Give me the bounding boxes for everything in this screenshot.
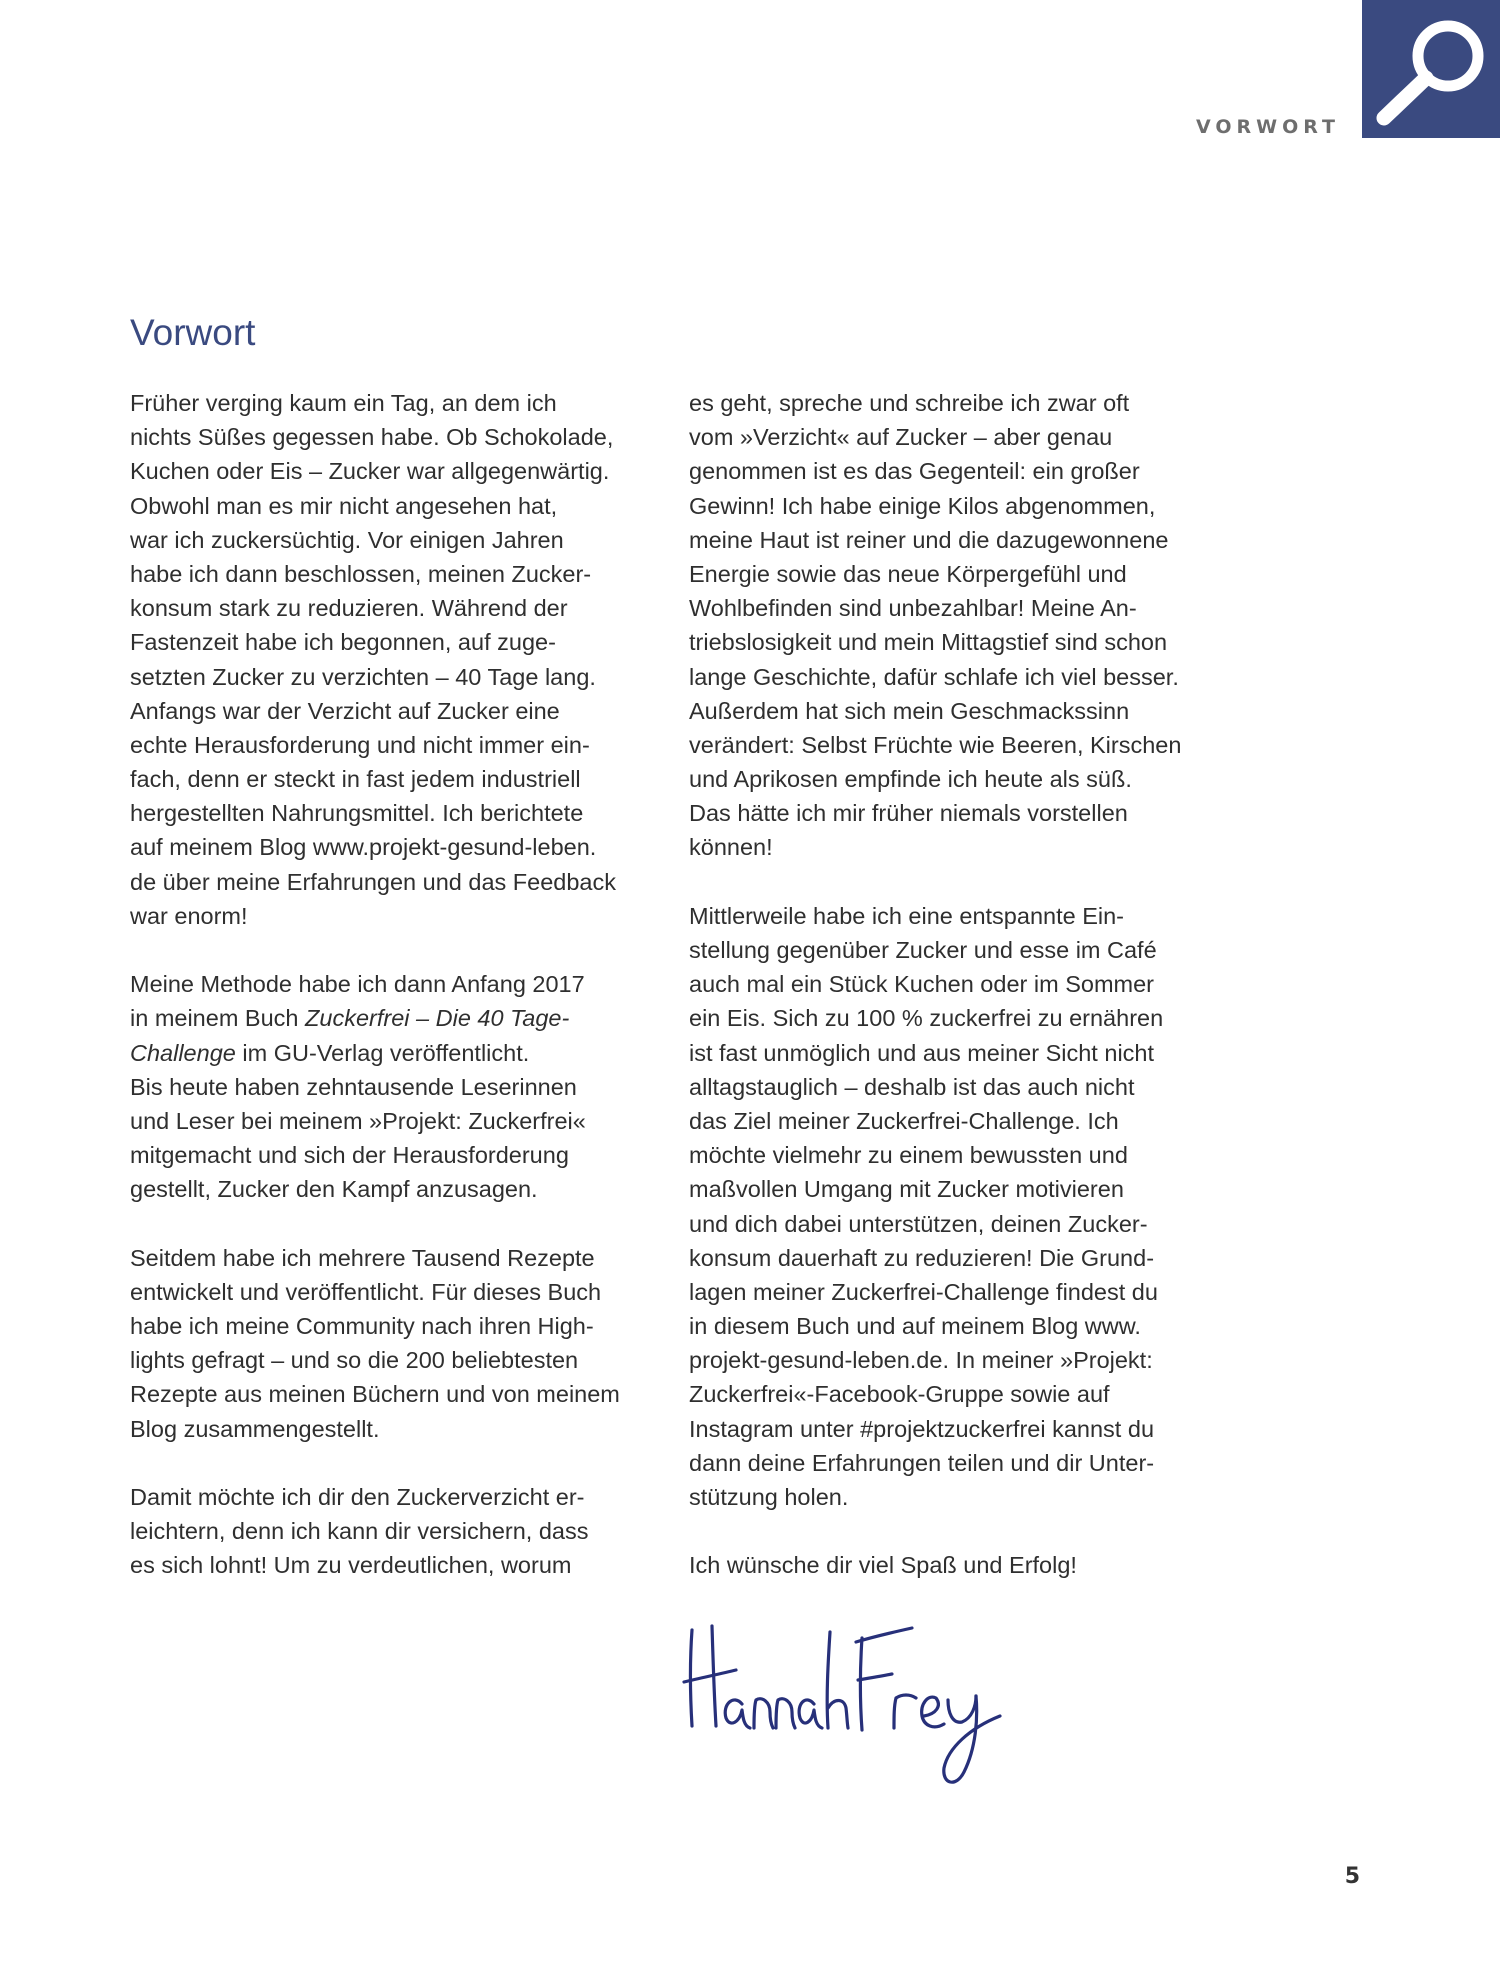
paragraph-gap — [689, 865, 1209, 899]
text-line: Rezepte aus meinen Büchern und von meinem — [130, 1381, 620, 1408]
text-line: echte Herausforderung und nicht immer ein- — [130, 731, 590, 758]
text-line: das Ziel meiner Zuckerfrei-Challenge. Ich — [689, 1107, 1119, 1134]
page-title: Vorwort — [130, 312, 256, 353]
book-title-italic: Zuckerfrei – Die 40 Tage- — [305, 1005, 570, 1032]
paragraph-gap — [689, 1514, 1209, 1548]
text-line: triebslosigkeit und mein Mittagstief sind schon — [689, 629, 1168, 656]
text-line: fach, denn er steckt in fast jedem industriell — [130, 766, 581, 793]
text-line: stellung gegenüber Zucker und esse im Café — [689, 937, 1157, 963]
text-line: leichtern, denn ich kann dir versichern, dass — [130, 1518, 589, 1545]
text-line: meine Haut ist reiner und die dazugewonnene — [689, 526, 1169, 553]
text-line: es sich lohnt! Um zu verdeutlichen, worum — [130, 1552, 572, 1579]
text-line: und Aprikosen empfinde ich heute als süß. — [689, 766, 1132, 793]
text-line: Fastenzeit habe ich begonnen, auf zuge- — [130, 629, 556, 656]
text-line: können! — [689, 834, 773, 861]
text-line: ein Eis. Sich zu 100 % zuckerfrei zu ernähren — [689, 1005, 1164, 1032]
paragraph-gap — [130, 1446, 650, 1480]
text-line: habe ich dann beschlossen, meinen Zucker- — [130, 560, 592, 587]
book-title-italic: Challenge — [130, 1039, 236, 1066]
text-line: auf meinem Blog www.projekt-gesund-leben. — [130, 834, 597, 861]
text-line: gestellt, Zucker den Kampf anzusagen. — [130, 1176, 538, 1203]
text-line: und dich dabei unterstützen, deinen Zucker- — [689, 1210, 1148, 1237]
text-line: konsum dauerhaft zu reduzieren! Die Grund- — [689, 1244, 1155, 1271]
text-line: lights gefragt – und so die 200 beliebtesten — [130, 1347, 579, 1374]
text-line: nichts Süßes gegessen habe. Ob Schokolade, — [130, 424, 614, 451]
text-line: Früher verging kaum ein Tag, an dem ich — [130, 390, 557, 416]
text-line: Gewinn! Ich habe einige Kilos abgenommen, — [689, 492, 1156, 519]
text-line: habe ich meine Community nach ihren High- — [130, 1313, 594, 1340]
text-line: entwickelt und veröffentlicht. Für dieses Buch — [130, 1278, 602, 1305]
text-line: Blog zusammengestellt. — [130, 1415, 380, 1442]
text-line: Ich wünsche dir viel Spaß und Erfolg! — [689, 1552, 1077, 1579]
paragraph — [689, 899, 1209, 1514]
text-line: verändert: Selbst Früchte wie Beeren, Kirschen — [689, 731, 1182, 758]
text-line: hergestellten Nahrungsmittel. Ich berichtete — [130, 800, 584, 827]
text-line: projekt-gesund-leben.de. In meiner »Projekt: — [689, 1347, 1153, 1374]
search-icon-box — [1362, 0, 1500, 138]
paragraph-gap — [130, 1207, 650, 1241]
text-line: vom »Verzicht« auf Zucker – aber genau — [689, 424, 1113, 451]
text-line: Seitdem habe ich mehrere Tausend Rezepte — [130, 1244, 595, 1271]
text-line: Damit möchte ich dir den Zuckerverzicht er- — [130, 1484, 585, 1510]
text-line: konsum stark zu reduzieren. Während der — [130, 595, 568, 622]
text-line: de über meine Erfahrungen und das Feedback — [130, 868, 616, 895]
text-line: war ich zuckersüchtig. Vor einigen Jahren — [130, 526, 564, 553]
text-line: Anfangs war der Verzicht auf Zucker eine — [130, 697, 560, 724]
text-line: war enorm! — [130, 902, 248, 929]
text-run: im GU-Verlag veröffentlicht. — [235, 1039, 530, 1066]
text-line: dann deine Erfahrungen teilen und dir Unter- — [689, 1449, 1155, 1476]
text-line: es geht, spreche und schreibe ich zwar oft — [689, 390, 1130, 416]
text-line: Mittlerweile habe ich eine entspannte Ein- — [689, 902, 1125, 929]
paragraph — [130, 967, 650, 1206]
text-line: mitgemacht und sich der Herausforderung — [130, 1142, 569, 1169]
paragraph-gap — [130, 933, 650, 967]
text-line: Energie sowie das neue Körpergefühl und — [689, 560, 1127, 587]
text-line: Das hätte ich mir früher niemals vorstellen — [689, 800, 1128, 827]
text-column-right — [689, 386, 1209, 1583]
text-line: lagen meiner Zuckerfrei-Challenge findest du — [689, 1278, 1158, 1305]
text-line: stützung holen. — [689, 1484, 849, 1510]
text-line: auch mal ein Stück Kuchen oder im Sommer — [689, 971, 1154, 998]
paragraph — [130, 1480, 650, 1583]
paragraph — [130, 1241, 650, 1446]
text-line: in diesem Buch und auf meinem Blog www. — [689, 1313, 1141, 1340]
paragraph — [689, 386, 1209, 865]
text-line: und Leser bei meinem »Projekt: Zuckerfrei« — [130, 1107, 586, 1134]
text-line: genommen ist es das Gegenteil: ein großer — [689, 458, 1140, 485]
text-line: lange Geschichte, dafür schlafe ich viel besser. — [689, 663, 1179, 690]
text-line: maßvollen Umgang mit Zucker motivieren — [689, 1176, 1124, 1203]
text-line: Wohlbefinden sind unbezahlbar! Meine An- — [689, 595, 1137, 622]
paragraph — [689, 1548, 1209, 1582]
text-line: Kuchen oder Eis – Zucker war allgegenwärtig. — [130, 458, 610, 485]
text-line: möchte vielmehr zu einem bewussten und — [689, 1142, 1128, 1169]
text-line: Meine Methode habe ich dann Anfang 2017 — [130, 971, 585, 998]
paragraph — [130, 386, 650, 933]
text-line: Instagram unter #projektzuckerfrei kannst du — [689, 1415, 1155, 1442]
page-number: 5 — [1344, 1864, 1360, 1889]
text-line: Außerdem hat sich mein Geschmackssinn — [689, 697, 1130, 724]
text-column-left — [130, 386, 650, 1583]
section-label: VORWORT — [1196, 116, 1340, 138]
text-line: ist fast unmöglich und aus meiner Sicht nicht — [689, 1039, 1155, 1066]
text-line: alltagstauglich – deshalb ist das auch nicht — [689, 1073, 1135, 1100]
text-line: setzten Zucker zu verzichten – 40 Tage lang. — [130, 663, 596, 690]
text-line — [130, 1001, 650, 1035]
search-icon — [1362, 0, 1500, 138]
text-line — [130, 1036, 650, 1070]
text-line: Zuckerfrei«-Facebook-Gruppe sowie auf — [689, 1381, 1110, 1408]
text-run: in meinem Buch — [130, 1005, 306, 1032]
signature — [680, 1608, 1080, 1798]
text-line: Obwohl man es mir nicht angesehen hat, — [130, 492, 558, 519]
text-line: Bis heute haben zehntausende Leserinnen — [130, 1073, 577, 1100]
